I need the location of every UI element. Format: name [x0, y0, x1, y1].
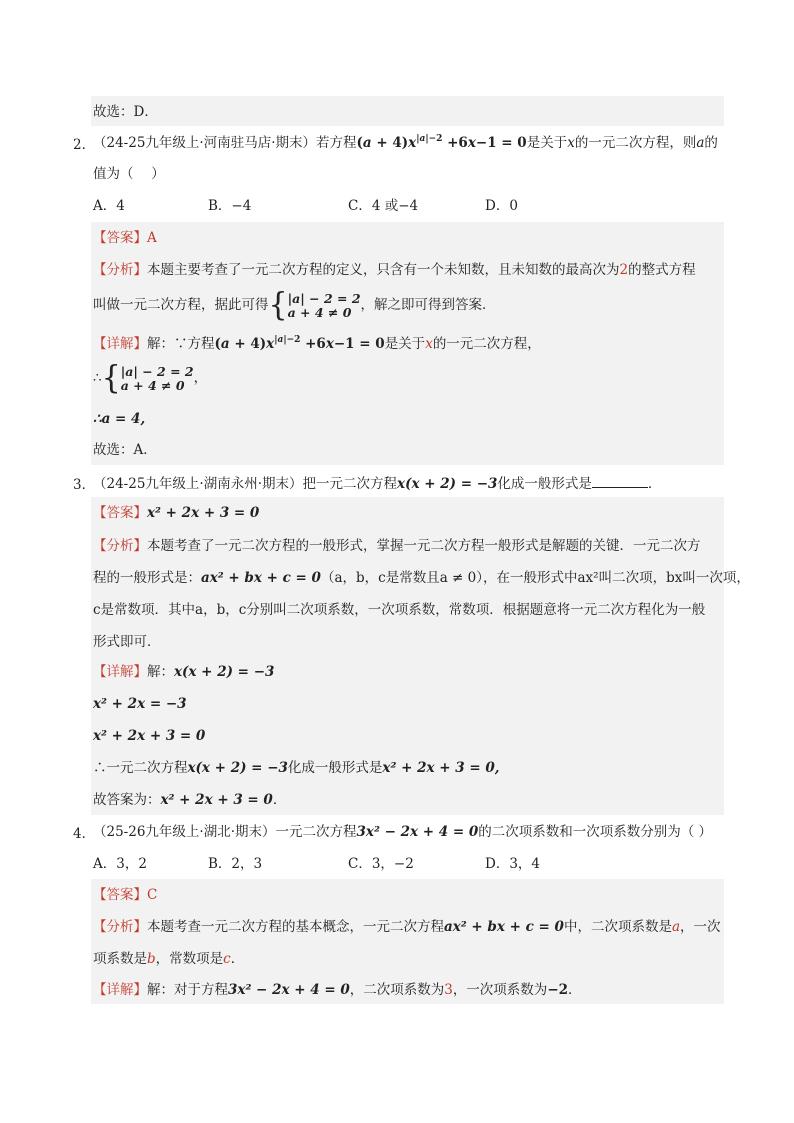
q2-detail-result: ∴a = 4,	[93, 411, 146, 427]
q2-detail-equation: $(a + 4)x^{|a|-2} +6x-1 = 0$	[214, 335, 385, 352]
q2-analysis: 【分析】本题主要考查了一元二次方程的定义，只含有一个未知数，且未知数的最高次为2的整式方程	[93, 262, 696, 278]
q2-option-a: A．4	[93, 198, 125, 214]
system-brace: {	[101, 359, 121, 397]
q3-answer: 【答案】x² + 2x + 3 = 0	[93, 505, 260, 521]
q4-detail: 【详解】解：对于方程3x² − 2x + 4 = 0，二次项系数为3，一次项系数为−2．	[93, 982, 582, 998]
q1-conclusion: 故选：D．	[93, 104, 158, 120]
q2-detail-system-values: |a| − 2 = 2 a + 4 ≠ 0	[120, 363, 194, 393]
q3-detail: 【详解】解：x(x + 2) = −3	[93, 664, 275, 680]
q4-option-c: C．3，−2	[348, 856, 414, 872]
q2-number: 2．	[73, 137, 96, 153]
q3-source: （24-25九年级上·湖南永州·期末）	[93, 476, 303, 492]
q3-analysis-line4: 形式即可．	[93, 634, 161, 650]
q2-detail-system: ∴{|a| − 2 = 2 a + 4 ≠ 0 ，	[93, 359, 208, 397]
answer-blank[interactable]	[592, 473, 648, 488]
q2-answer: 【答案】A	[93, 230, 157, 246]
q2-system: |a| − 2 = 2 a + 4 ≠ 0	[287, 290, 361, 320]
q2-stem-line2: 值为（ ）	[93, 166, 165, 182]
q3-analysis-line2: 程的一般形式是：ax² + bx + c = 0（a，b，c是常数且a ≠ 0），在一般形式中ax²叫二次项，bx叫一次项，	[93, 570, 750, 586]
q2-option-b: B．−4	[208, 198, 252, 214]
q2-analysis-line2: 叫做一元二次方程，据此可得{|a| − 2 = 2 a + 4 ≠ 0 ，解之即可得到答案．	[93, 286, 496, 324]
q3-analysis: 【分析】本题考查了一元二次方程的一般形式，掌握一元二次方程一般形式是解题的关键．一元二次方	[93, 538, 701, 554]
q3-detail-line3: x² + 2x + 3 = 0	[93, 728, 206, 744]
q2-option-c: C．4 或−4	[348, 198, 419, 214]
q4-option-a: A．3，2	[93, 856, 147, 872]
q3-conclusion: 故答案为：x² + 2x + 3 = 0．	[93, 792, 287, 808]
q3-detail-line2: x² + 2x = −3	[93, 696, 187, 712]
q4-analysis-line2: 项系数是b，常数项是c．	[93, 951, 245, 967]
q3-detail-line4: ∴一元二次方程x(x + 2) = −3化成一般形式是x² + 2x + 3 = 0,	[93, 760, 500, 776]
q2-equation: $(a + 4)x^{|a|-2} +6x-1 = 0$	[356, 134, 527, 151]
q4-answer: 【答案】C	[93, 887, 158, 903]
system-brace: {	[268, 286, 288, 324]
q4-analysis: 【分析】本题考查一元二次方程的基本概念，一元二次方程ax² + bx + c = 0中，二次项系数是a，一次	[93, 919, 721, 935]
q3-number: 3．	[73, 477, 96, 493]
q2-conclusion: 故选：A．	[93, 442, 157, 458]
q2-option-d: D．0	[485, 198, 518, 214]
q2-source: （24-25九年级上·河南驻马店·期末）	[93, 135, 317, 151]
q2-stem: （24-25九年级上·河南驻马店·期末）若方程$(a + 4)x^{|a|-2} +6x-1 = 0$是关于x的一元二次方程，则a的	[93, 134, 718, 151]
q4-source: （25-26九年级上·湖北·期末）	[93, 824, 276, 840]
q4-option-d: D．3，4	[485, 856, 541, 872]
q3-stem: （24-25九年级上·湖南永州·期末）把一元二次方程x(x + 2) = −3化成一般形式是 ．	[93, 473, 661, 494]
q3-analysis-line3: c是常数项．其中a，b，c分别叫二次项系数，一次项系数，常数项．根据题意将一元二次方程化为一般	[93, 602, 706, 618]
q4-number: 4．	[73, 826, 96, 842]
q2-detail: 【详解】解：∵方程$(a + 4)x^{|a|-2} +6x-1 = 0$是关于x的一元二次方程，	[93, 335, 541, 352]
q1-conclusion-block	[91, 96, 724, 126]
q4-option-b: B．2，3	[208, 856, 263, 872]
q4-stem: （25-26九年级上·湖北·期末）一元二次方程3x² − 2x + 4 = 0的二次项系数和一次项系数分别为（ ）	[93, 824, 713, 840]
